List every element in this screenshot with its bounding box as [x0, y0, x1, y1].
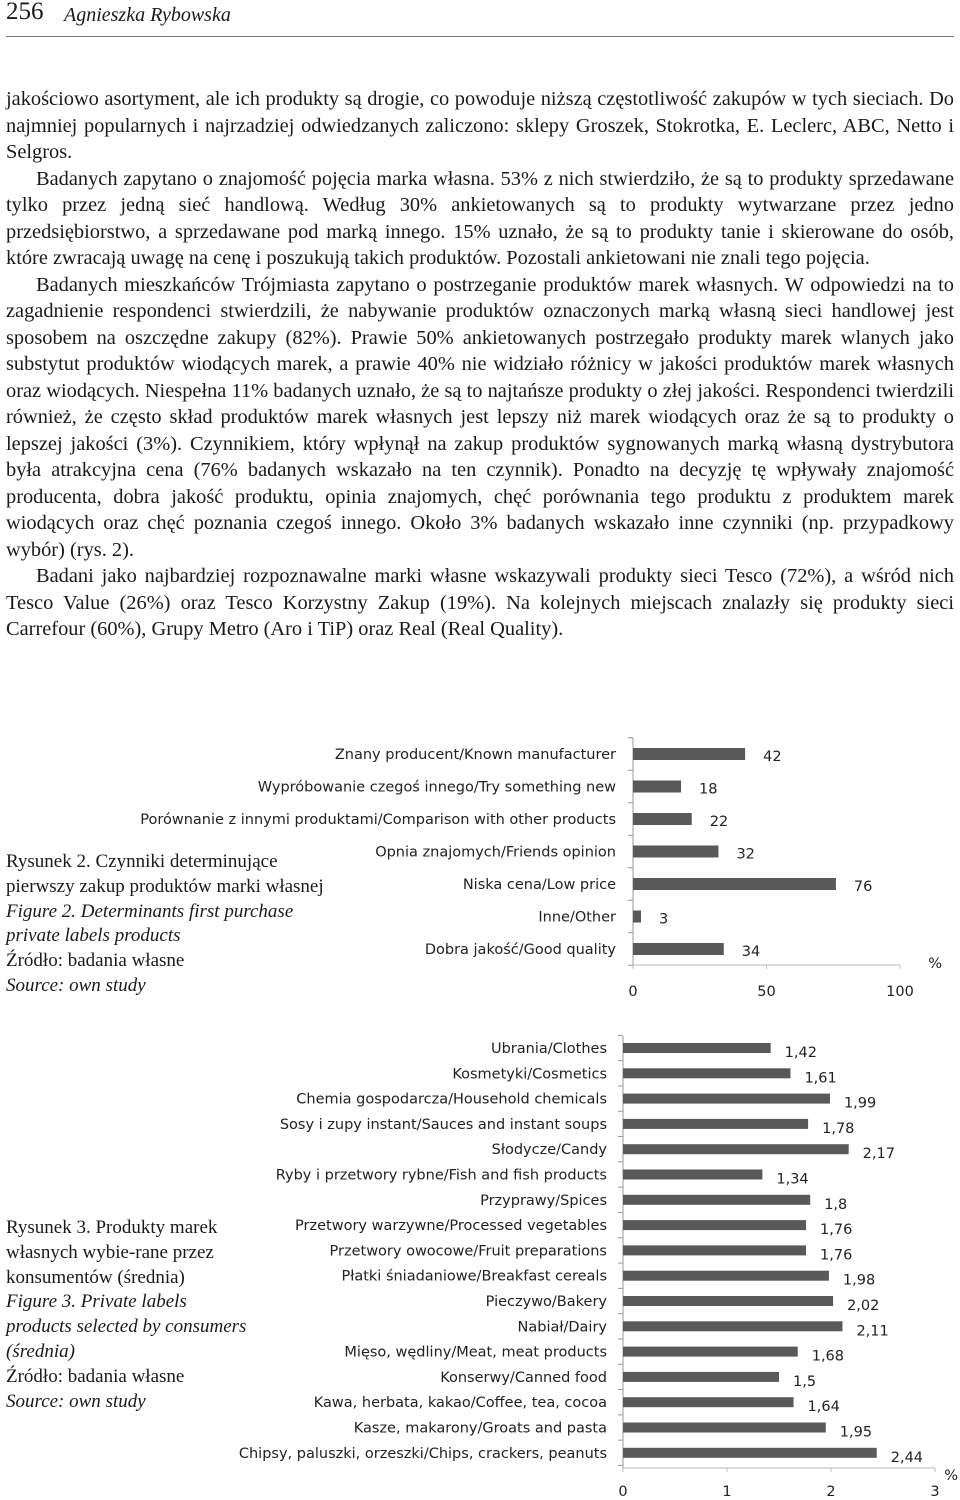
bar [633, 781, 681, 793]
unit-label: % [944, 1468, 958, 1484]
bar [623, 1423, 826, 1433]
category-label: Niska cena/Low price [462, 877, 616, 893]
value-label: 22 [709, 814, 729, 830]
category-label: Mięso, wędliny/Meat, meat products [344, 1344, 607, 1361]
value-label: 1,98 [842, 1272, 876, 1289]
author-name: Agnieszka Rybowska [64, 4, 231, 26]
x-tick-label: 1 [722, 1484, 732, 1500]
bar [633, 943, 724, 955]
value-label: 1,76 [820, 1247, 853, 1264]
category-label: Ubrania/Clothes [490, 1041, 607, 1057]
value-label: 1,8 [824, 1196, 848, 1213]
category-label: Sosy i zupy instant/Sauces and instant soups [279, 1116, 607, 1133]
value-label: 1,61 [804, 1070, 837, 1087]
bar [633, 878, 836, 890]
bar [633, 813, 692, 825]
category-label: Chemia gospodarcza/Household chemicals [296, 1091, 607, 1108]
bar [623, 1119, 808, 1129]
value-label: 1,99 [843, 1095, 877, 1112]
value-label: 1,95 [839, 1424, 873, 1441]
figure-3-source-en: Source: own study [6, 1390, 146, 1412]
bar [623, 1195, 810, 1205]
category-label: Porównanie z innymi produktami/Comparison with other products [140, 812, 616, 828]
value-label: 2,17 [862, 1146, 895, 1163]
category-label: Ryby i przetwory rybne/Fish and fish products [275, 1167, 607, 1184]
paragraph-3: Badanych mieszkańców Trójmiasta zapytano o postrzeganie produktów marek własnych. W odpowiedzi na to zagadnienie respondenci stwierdzili, że nabywanie produktów oznaczonych marką własną sieci handlowej jest sposobem na oszczędne zakupy (82%). Prawie 50% ankietowanych postrzegało produkty marek wlanych jako substytut produktów wiodących marek, a prawie 40% nie widziało różnicy w jakości produktów marek własnych oraz wiodących. Niespełna 11% badanych uznało, że są to najtańsze produkty o złej jakości. Respondenci twierdzili również, że często skład produktów marek własnych jest lepszy niż marek wiodących oraz że są to produkty o lepszej jakości (3%). Czynnikiem, który wpłynął na zakup produktów sygnowanych marką własną dystrybutora była atrakcyjna cena (76% badanych wskazało na ten czynnik). Ponadto na decyzję tę wpływały znajomość producenta, dobra jakość produktu, opinia znajomych, chęć porównania tego produktu z produktem marek wiodących oraz chęć poznania czegoś innego. Około 3% badanych wskazało inne czynniki (np. przypadkowy wybór) (rys. 2). [6, 273, 954, 561]
category-label: Kawa, herbata, kakao/Coffee, tea, cocoa [313, 1395, 607, 1412]
bar [623, 1372, 779, 1382]
value-label: 2,11 [856, 1323, 889, 1340]
paragraph-1: jakościowo asortyment, ale ich produkty są drogie, co powoduje niższą częstotliwość zakupów w tych sieciach. Do najmniej popularnych i najrzadziej odwiedzanych zaliczono: sklepy Groszek, Stokrotka, E. Leclerc, ABC, Netto i Selgros. [6, 88, 954, 163]
category-label: Przetwory owocowe/Fruit preparations [329, 1243, 607, 1260]
value-label: 1,34 [776, 1171, 809, 1188]
bar [623, 1245, 806, 1255]
category-label: Kasze, makarony/Groats and pasta [353, 1420, 607, 1437]
bar [623, 1296, 833, 1306]
bar [633, 846, 718, 858]
bar [623, 1271, 829, 1281]
category-label: Inne/Other [538, 909, 616, 926]
bar [623, 1321, 842, 1331]
bar [623, 1397, 794, 1407]
value-label: 1,64 [807, 1399, 840, 1416]
bar [623, 1043, 771, 1053]
bar [633, 911, 641, 923]
category-label: Płatki śniadaniowe/Breakfast cereals [341, 1268, 607, 1285]
figure-2-source-pl: Źródło: badania własne [6, 950, 185, 972]
figure-3-source-pl: Źródło: badania własne [6, 1365, 185, 1387]
bar [623, 1170, 762, 1180]
bar [623, 1068, 790, 1078]
header-rule [6, 36, 954, 37]
x-tick-label: 100 [886, 984, 914, 1000]
category-label: Opnia znajomych/Friends opinion [375, 844, 616, 861]
category-label: Słodycze/Candy [491, 1142, 607, 1159]
figure-2-source-en: Source: own study [6, 974, 146, 996]
category-label: Chipsy, paluszki, orzeszki/Chips, crackers, peanuts [238, 1445, 607, 1462]
value-label: 1,5 [793, 1373, 817, 1390]
paragraph-4: Badani jako najbardziej rozpoznawalne marki własne wskazywali produkty sieci Tesco (72%), a wśród nich Tesco Value (26%) oraz Tesco Korzystny Zakup (19%). Na kolejnych miejscach znalazły się produkty sieci Carrefour (60%), Grupy Metro (Aro i TiP) oraz Real (Real Quality). [6, 565, 954, 640]
x-tick-label: 2 [826, 1484, 836, 1500]
category-label: Znany producent/Known manufacturer [334, 747, 616, 763]
category-label: Dobra jakość/Good quality [424, 942, 616, 958]
x-tick-label: 0 [618, 1484, 628, 1500]
figure-2-title-pl: Rysunek 2. Czynniki determinujące pierwszy zakup produktów marki własnej [6, 851, 324, 897]
value-label: 42 [763, 749, 782, 765]
value-label: 32 [736, 846, 755, 863]
category-label: Pieczywo/Bakery [485, 1294, 607, 1310]
x-tick-label: 50 [757, 984, 776, 1000]
value-label: 3 [659, 911, 669, 928]
bar [623, 1144, 849, 1154]
figure-3-title-en: Figure 3. Private labels products selected by consumers (średnia) [6, 1291, 247, 1362]
body-text [6, 86, 954, 643]
value-label: 1,68 [811, 1348, 845, 1365]
category-label: Nabiał/Dairy [517, 1319, 607, 1336]
bar [633, 748, 745, 760]
value-label: 2,02 [847, 1298, 880, 1314]
paragraph-2: Badanych zapytano o znajomość pojęcia marka własna. 53% z nich stwierdziło, że są to produkty sprzedawane tylko przez jedną sieć handlową. Według 30% ankietowanych są to produkty wytwarzane przez jedno przedsiębiorstwo, a sprzedawane pod marką innego. 15% uznało, że są to produkty tanie i skierowane do osób, które zwracają uwagę na cenę i poszukują takich produktów. Pozostali ankietowani nie znali tego pojęcia. [6, 167, 954, 269]
bar [623, 1347, 798, 1357]
x-tick-label: 0 [628, 984, 638, 1000]
category-label: Wypróbowanie czegoś innego/Try something new [257, 779, 616, 796]
x-tick-label: 3 [930, 1484, 940, 1500]
value-label: 1,78 [822, 1120, 855, 1137]
bar [623, 1220, 806, 1230]
category-label: Kosmetyki/Cosmetics [452, 1066, 607, 1083]
unit-label: % [928, 956, 942, 972]
value-label: 18 [699, 781, 718, 798]
bar [623, 1094, 830, 1104]
figure-3-caption [6, 1216, 256, 1414]
category-label: Konserwy/Canned food [440, 1369, 607, 1386]
value-label: 1,76 [820, 1222, 853, 1239]
value-label: 1,42 [784, 1045, 817, 1061]
value-label: 2,44 [890, 1449, 924, 1466]
category-label: Przyprawy/Spices [480, 1192, 607, 1209]
figure-3-title-pl: Rysunek 3. Produkty marek własnych wybie-rane przez konsumentów (średnia) [6, 1217, 218, 1288]
figure-2-title-en: Figure 2. Determinants first purchase private labels products [6, 900, 294, 947]
value-label: 34 [741, 944, 761, 960]
category-label: Przetwory warzywne/Processed vegetables [295, 1218, 607, 1235]
page-number: 256 [6, 0, 44, 25]
bar [623, 1448, 877, 1458]
figure-2-caption [6, 850, 328, 999]
value-label: 76 [853, 879, 873, 895]
